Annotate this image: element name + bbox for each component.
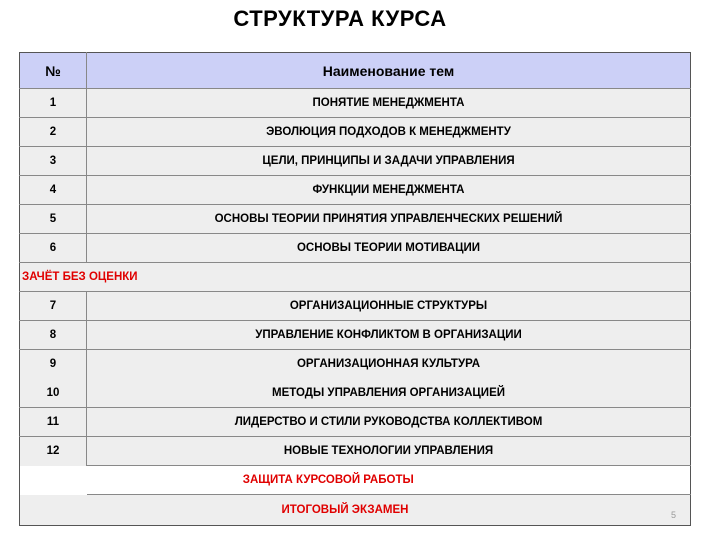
course-structure-table <box>19 52 691 526</box>
table-row <box>20 350 691 408</box>
row-num: 9 <box>49 358 57 370</box>
row-num: 6 <box>20 234 87 263</box>
row-num: 3 <box>20 147 87 176</box>
row-num: 1 <box>20 89 87 118</box>
table-row <box>20 292 691 321</box>
row-num: 2 <box>20 118 87 147</box>
row-topic: ОСНОВЫ ТЕОРИИ МОТИВАЦИИ <box>87 234 691 263</box>
row-topic: ОРГАНИЗАЦИОННАЯ КУЛЬТУРА <box>296 358 481 370</box>
table-row <box>20 408 691 437</box>
table-row <box>20 205 691 234</box>
row-topic: МЕТОДЫ УПРАВЛЕНИЯ ОРГАНИЗАЦИЕЙ <box>272 387 505 399</box>
defense-spacer <box>20 466 87 495</box>
row-topic: ОРГАНИЗАЦИОННЫЕ СТРУКТУРЫ <box>87 292 691 321</box>
defense-row <box>20 466 691 495</box>
row-topic: УПРАВЛЕНИЕ КОНФЛИКТОМ В ОРГАНИЗАЦИИ <box>87 321 691 350</box>
table-row <box>20 321 691 350</box>
exam-label <box>20 495 691 526</box>
row-topic: ЭВОЛЮЦИЯ ПОДХОДОВ К МЕНЕДЖМЕНТУ <box>87 118 691 147</box>
page-number: 5 <box>670 510 676 520</box>
table-row <box>20 437 691 466</box>
exam-row <box>20 495 691 526</box>
table-header-row <box>20 53 691 89</box>
row-num: 5 <box>20 205 87 234</box>
table-row <box>20 147 691 176</box>
row-topic: ЛИДЕРСТВО И СТИЛИ РУКОВОДСТВА КОЛЛЕКТИВОМ <box>87 408 691 437</box>
row-num-pair <box>20 350 87 408</box>
exam-text: ИТОГОВЫЙ ЭКЗАМЕН <box>281 504 409 516</box>
row-num: 10 <box>46 387 60 399</box>
table-row <box>20 234 691 263</box>
row-topic: ФУНКЦИИ МЕНЕДЖМЕНТА <box>87 176 691 205</box>
table-row <box>20 176 691 205</box>
credit-label: ЗАЧЁТ БЕЗ ОЦЕНКИ <box>20 263 691 292</box>
row-num: 12 <box>20 437 87 466</box>
row-topic-pair <box>87 350 691 408</box>
defense-text: ЗАЩИТА КУРСОВОЙ РАБОТЫ <box>242 474 414 486</box>
header-name: Наименование тем <box>87 53 691 89</box>
row-topic: ОСНОВЫ ТЕОРИИ ПРИНЯТИЯ УПРАВЛЕНЧЕСКИХ РЕШЕНИЙ <box>87 205 691 234</box>
row-num: 8 <box>20 321 87 350</box>
row-topic: ЦЕЛИ, ПРИНЦИПЫ И ЗАДАЧИ УПРАВЛЕНИЯ <box>87 147 691 176</box>
row-num: 7 <box>20 292 87 321</box>
row-topic: НОВЫЕ ТЕХНОЛОГИИ УПРАВЛЕНИЯ <box>87 437 691 466</box>
defense-label <box>87 466 691 495</box>
row-topic: ПОНЯТИЕ МЕНЕДЖМЕНТА <box>87 89 691 118</box>
table-row <box>20 118 691 147</box>
slide-title: СТРУКТУРА КУРСА <box>233 6 447 31</box>
credit-row <box>20 263 691 292</box>
row-num: 11 <box>20 408 87 437</box>
table-row <box>20 89 691 118</box>
row-num: 4 <box>20 176 87 205</box>
header-num: № <box>20 53 87 89</box>
